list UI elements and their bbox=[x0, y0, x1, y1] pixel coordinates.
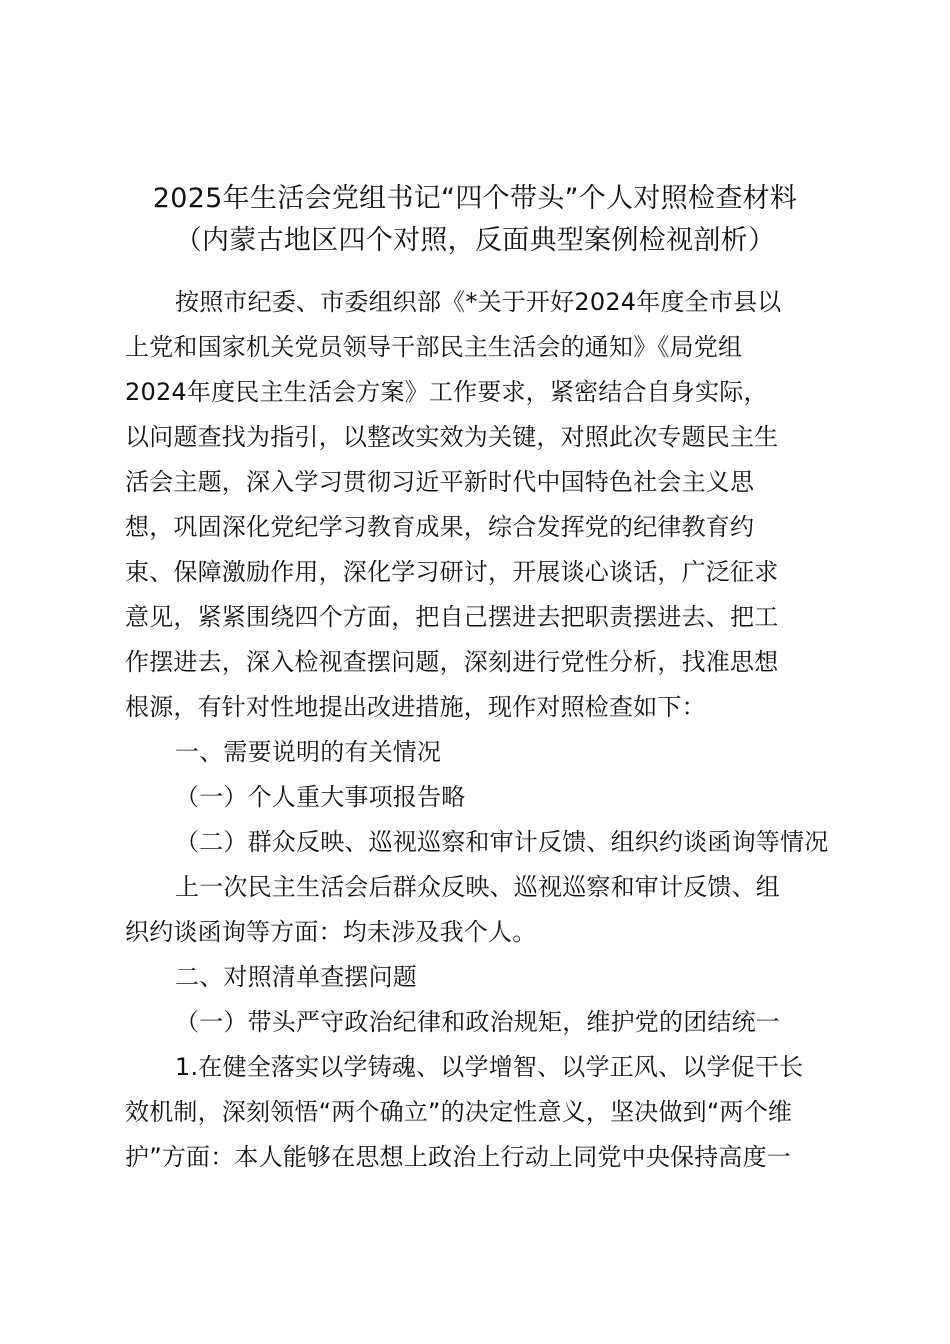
title-line-main: 2025年生活会党组书记“四个带头”个人对照检查材料 bbox=[152, 183, 798, 214]
paragraph-line: 作摆进去，深入检视查摆问题，深刻进行党性分析，找准思想 bbox=[125, 648, 779, 676]
paragraph-line: 根源，有针对性地提出改进措施，现作对照检查如下： bbox=[125, 693, 706, 721]
paragraph-line: 2024年度民主生活会方案》工作要求，紧密结合自身实际， bbox=[125, 378, 768, 406]
title-line-subtitle: （内蒙古地区四个对照，反面典型案例检视剖析） bbox=[174, 225, 776, 256]
paragraph-line: 织约谈函询等方面：均未涉及我个人。 bbox=[125, 918, 537, 946]
paragraph-line: （二）群众反映、巡视巡察和审计反馈、组织约谈函询等情况 bbox=[175, 828, 829, 856]
paragraph-line: 一、需要说明的有关情况 bbox=[175, 738, 442, 766]
paragraph-line: 束、保障激励作用，深化学习研讨，开展谈心谈话，广泛征求 bbox=[125, 558, 779, 586]
document-body bbox=[125, 280, 829, 1180]
paragraph-line: 想，巩固深化党纪学习教育成果，综合发挥党的纪律教育约 bbox=[125, 513, 755, 541]
paragraph-line: 按照市纪委、市委组织部《*关于开好2024年度全市县以 bbox=[175, 288, 782, 316]
paragraph-line: 效机制，深刻领悟“两个确立”的决定性意义，坚决做到“两个维 bbox=[125, 1098, 793, 1126]
paragraph-line: 上一次民主生活会后群众反映、巡视巡察和审计反馈、组 bbox=[175, 873, 780, 901]
paragraph-line: （一）带头严守政治纪律和政治规矩，维护党的团结统一 bbox=[175, 1008, 780, 1036]
document-title bbox=[0, 178, 950, 262]
paragraph-line: 二、对照清单查摆问题 bbox=[175, 963, 417, 991]
paragraph-line: 以问题查找为指引，以整改实效为关键，对照此次专题民主生 bbox=[125, 423, 779, 451]
paragraph-line: （一）个人重大事项报告略 bbox=[175, 783, 466, 811]
paragraph-line: 意见，紧紧围绕四个方面，把自己摆进去把职责摆进去、把工 bbox=[125, 603, 779, 631]
paragraph-line: 上党和国家机关党员领导干部民主生活会的通知》《局党组 bbox=[125, 333, 743, 361]
paragraph-line: 护”方面：本人能够在思想上政治上行动上同党中央保持高度一 bbox=[125, 1143, 792, 1171]
paragraph-line: 活会主题，深入学习贯彻习近平新时代中国特色社会主义思 bbox=[125, 468, 755, 496]
paragraph-line: 1.在健全落实以学铸魂、以学增智、以学正风、以学促干长 bbox=[175, 1053, 804, 1081]
